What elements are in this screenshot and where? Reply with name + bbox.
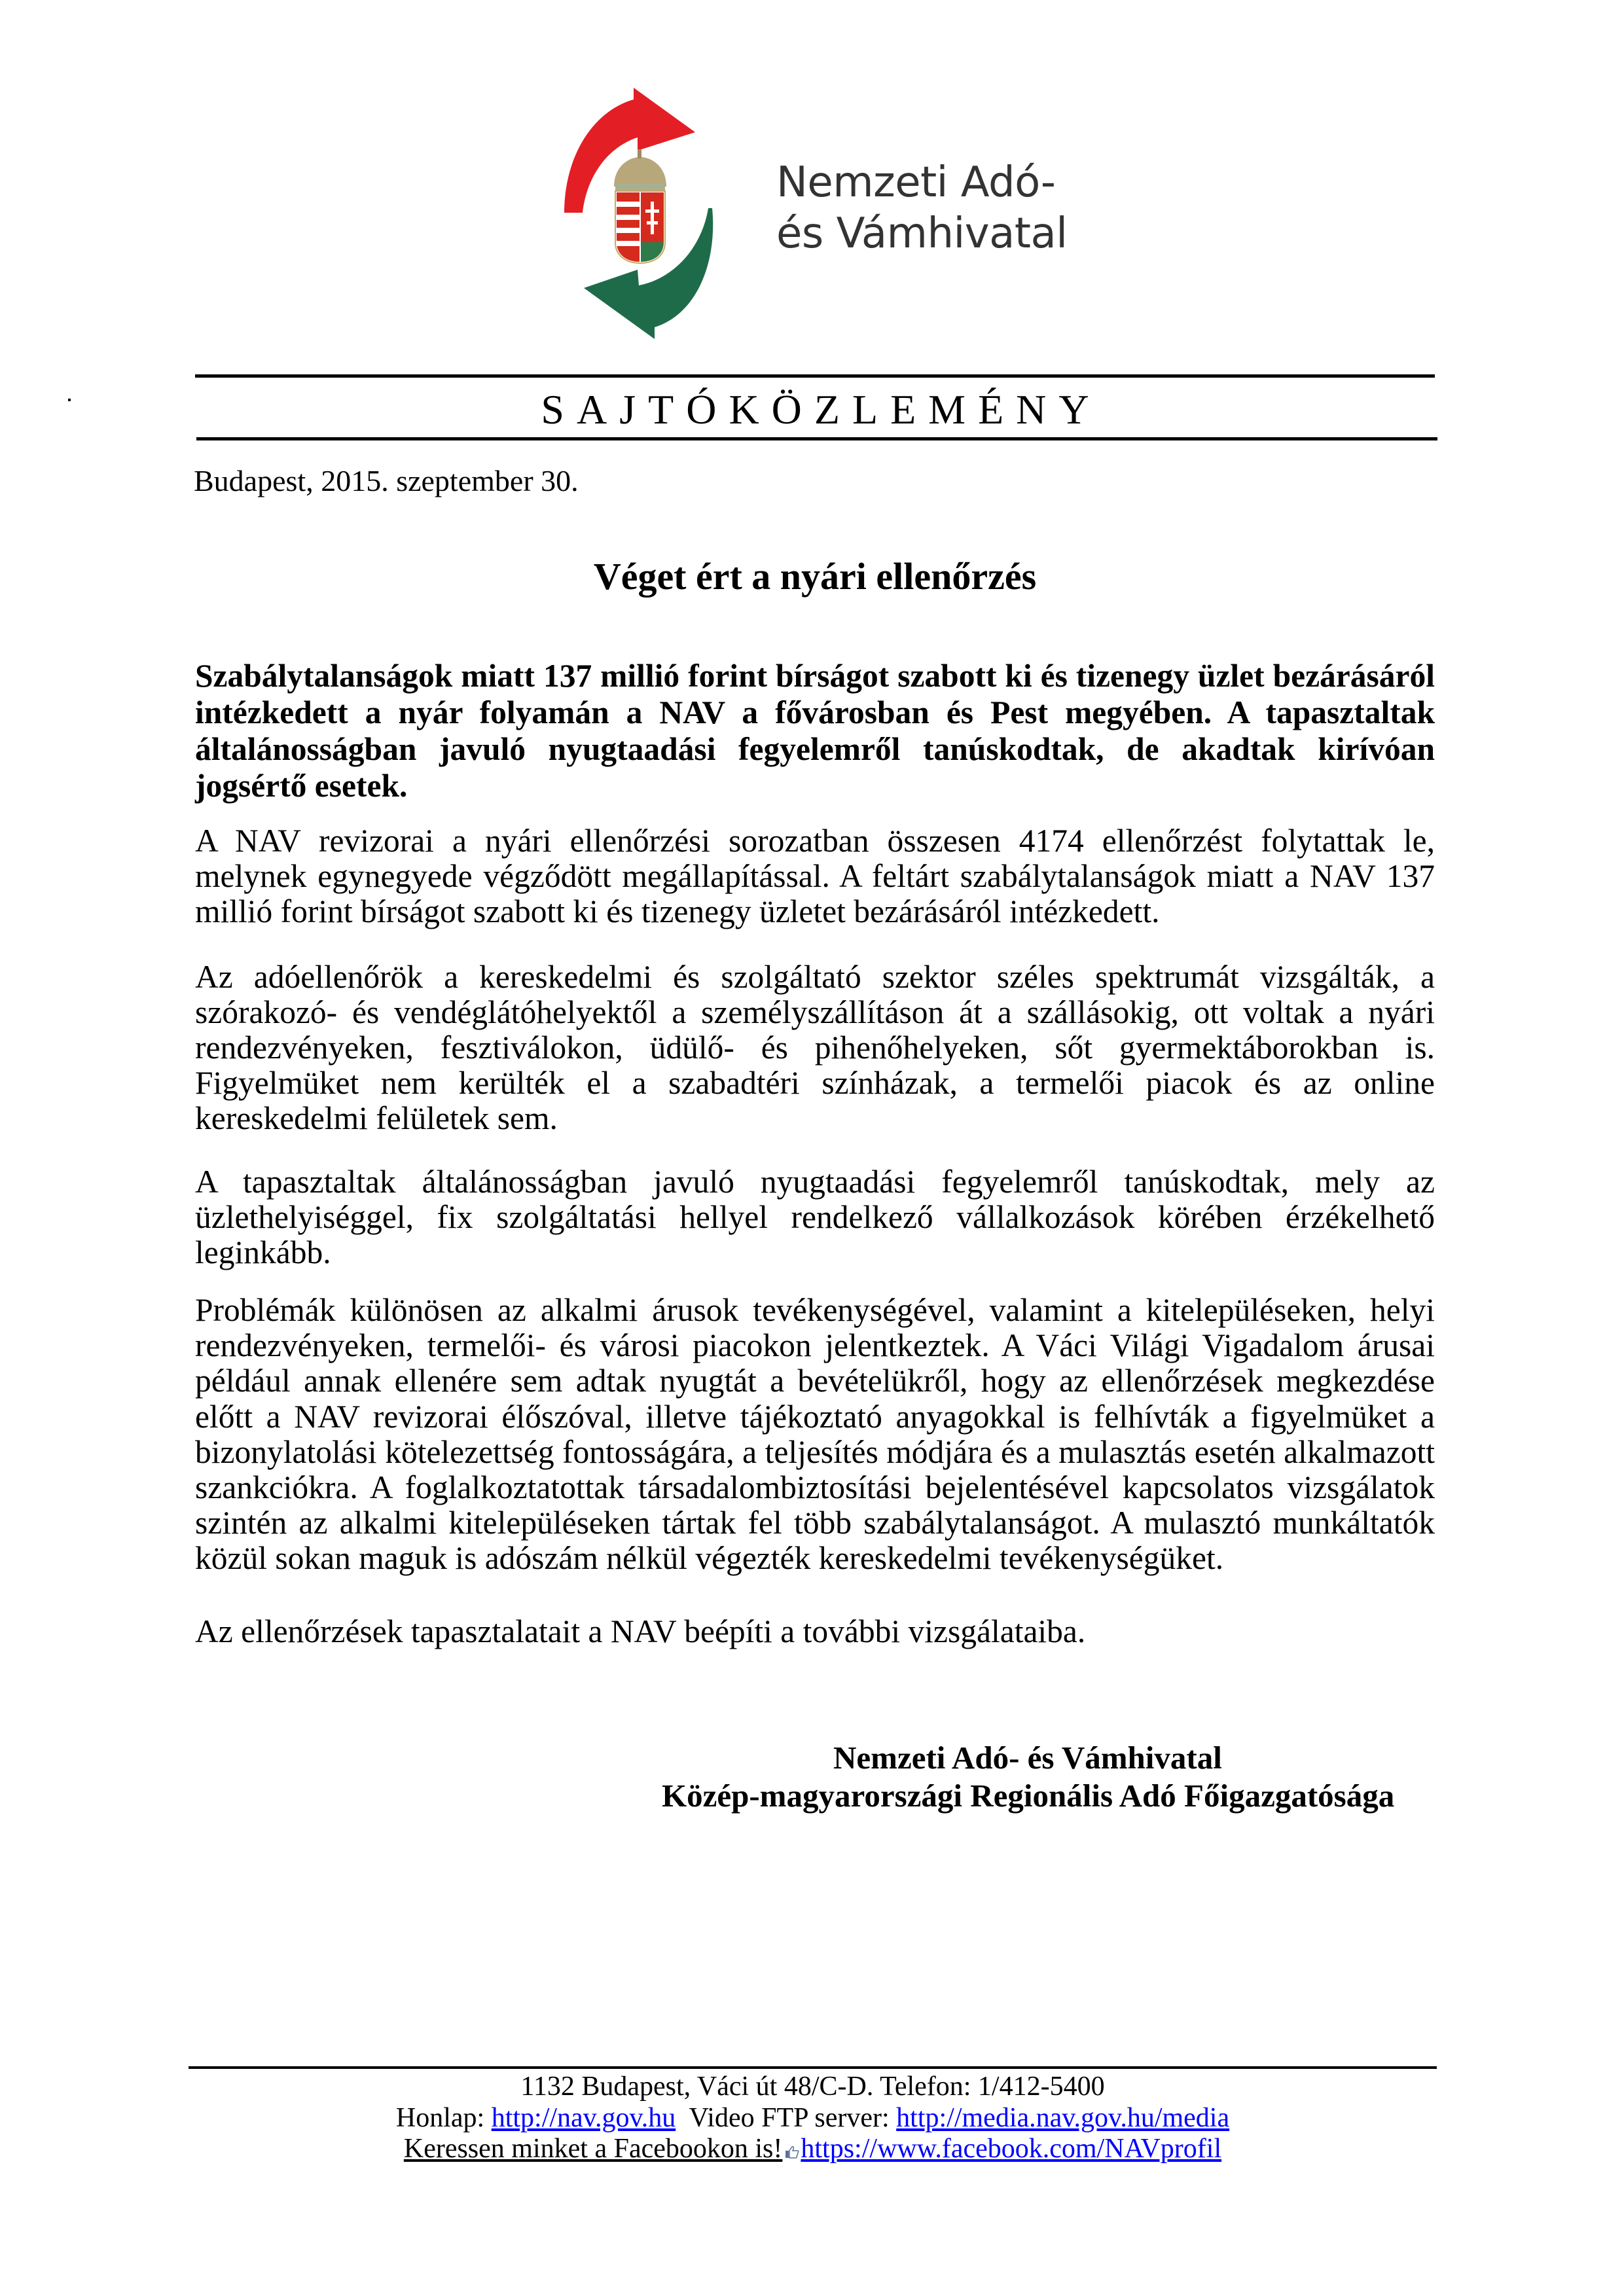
nav-logo	[556, 85, 1080, 340]
footer-rule	[189, 2066, 1437, 2069]
body-paragraph: A NAV revizorai a nyári ellenőrzési sorozatban összesen 4174 ellenőrzést folytattak le, melynek egynegyede végződött megállapítással. A feltárt szabálytalanságok miatt a NAV 137 millió forint bírságot szabott ki és tizenegy üzletet bezárásáról intézkedett.	[195, 823, 1435, 929]
stray-dot	[68, 399, 71, 401]
footer-address: 1132 Budapest, Váci út 48/C-D. Telefon: 1/412-5400	[520, 2072, 1105, 2102]
ftp-link[interactable]: http://media.nav.gov.hu/media	[896, 2103, 1230, 2133]
body-paragraph: Az adóellenőrök a kereskedelmi és szolgáltató szektor széles spektrumát vizsgálták, a szórakozó- és vendéglátóhelyektől a személyszállításon át a szállásokig, ott voltak a nyári rendezvényeken, fesztiválokon, üdülő- és pihenőhelyeken, sőt gyermektáborokban is. Figyelmüket nem kerülték el a szabadtéri színházak, a termelői piacok és az online kereskedelmi felületek sem.	[195, 959, 1435, 1136]
footer-links	[189, 2102, 1437, 2134]
facebook-like-icon	[785, 2134, 799, 2147]
signature-directorate: Közép-magyarországi Regionális Adó Főigazgatósága	[662, 1778, 1395, 1814]
header-rule-top	[195, 374, 1435, 378]
header-rule-bottom	[196, 437, 1437, 440]
article-headline: Véget ért a nyári ellenőrzés	[593, 555, 1037, 598]
coat-of-arms-icon	[614, 149, 666, 263]
body-paragraph: Problémák különösen az alkalmi árusok tevékenységével, valamint a kitelepüléseken, helyi rendezvényeken, termelői- és városi piacokon jelentkeztek. A Váci Világi Vigadalom árusai például annak ellenére sem adtak nyugtát a bevételükről, hogy az ellenőrzések megkezdése előtt a NAV revizorai élőszóval, illetve tájékoztató anyagokkal is felhívták a figyelmüket a bizonylatolási kötelezettség fontosságára, a teljesítés módjára és a mulasztás esetén alkalmazott szankciókra. A foglalkoztatottak társadalombiztosítási bejelentésével kapcsolatos vizsgálatok szintén az alkalmi kitelepüléseken tártak fel több szabálytalanságot. A mulasztó munkáltatók közül sokan maguk is adószám nélkül végezték kereskedelmi tevékenységüket.	[195, 1292, 1435, 1577]
press-release-title: SAJTÓKÖZLEMÉNY	[541, 386, 1102, 433]
ftp-label: Video FTP server:	[689, 2103, 890, 2133]
homepage-label: Honlap:	[395, 2103, 485, 2133]
logo-text-line2: és Vámhivatal	[776, 209, 1068, 258]
signature-organization: Nemzeti Adó- és Vámhivatal	[833, 1740, 1222, 1776]
homepage-link[interactable]: http://nav.gov.hu	[491, 2103, 676, 2133]
logo-text-line1: Nemzeti Adó-	[776, 158, 1056, 207]
body-paragraph: A tapasztaltak általánosságban javuló nyugtaadási fegyelemről tanúskodtak, mely az üzlethelyiséggel, fix szolgáltatási hellyel rendelkező vállalkozások körében érzékelhető leginkább.	[195, 1164, 1435, 1270]
release-date: Budapest, 2015. szeptember 30.	[194, 464, 579, 497]
facebook-link[interactable]: https://www.facebook.com/NAVprofil	[801, 2134, 1222, 2164]
body-paragraph: Az ellenőrzések tapasztalatait a NAV beépíti a további vizsgálataiba.	[195, 1613, 1086, 1649]
lead-paragraph: Szabálytalanságok miatt 137 millió forint bírságot szabott ki és tizenegy üzlet bezárásáról intézkedett a nyár folyamán a NAV a fővárosban és Pest megyében. A tapasztaltak általánosságban javuló nyugtaadási fegyelemről tanúskodtak, de akadtak kirívóan jogsértő esetek.	[195, 658, 1435, 804]
facebook-label: Keressen minket a Facebookon is!	[403, 2134, 783, 2164]
nav-emblem-icon	[556, 85, 727, 340]
footer-facebook	[189, 2133, 1437, 2164]
